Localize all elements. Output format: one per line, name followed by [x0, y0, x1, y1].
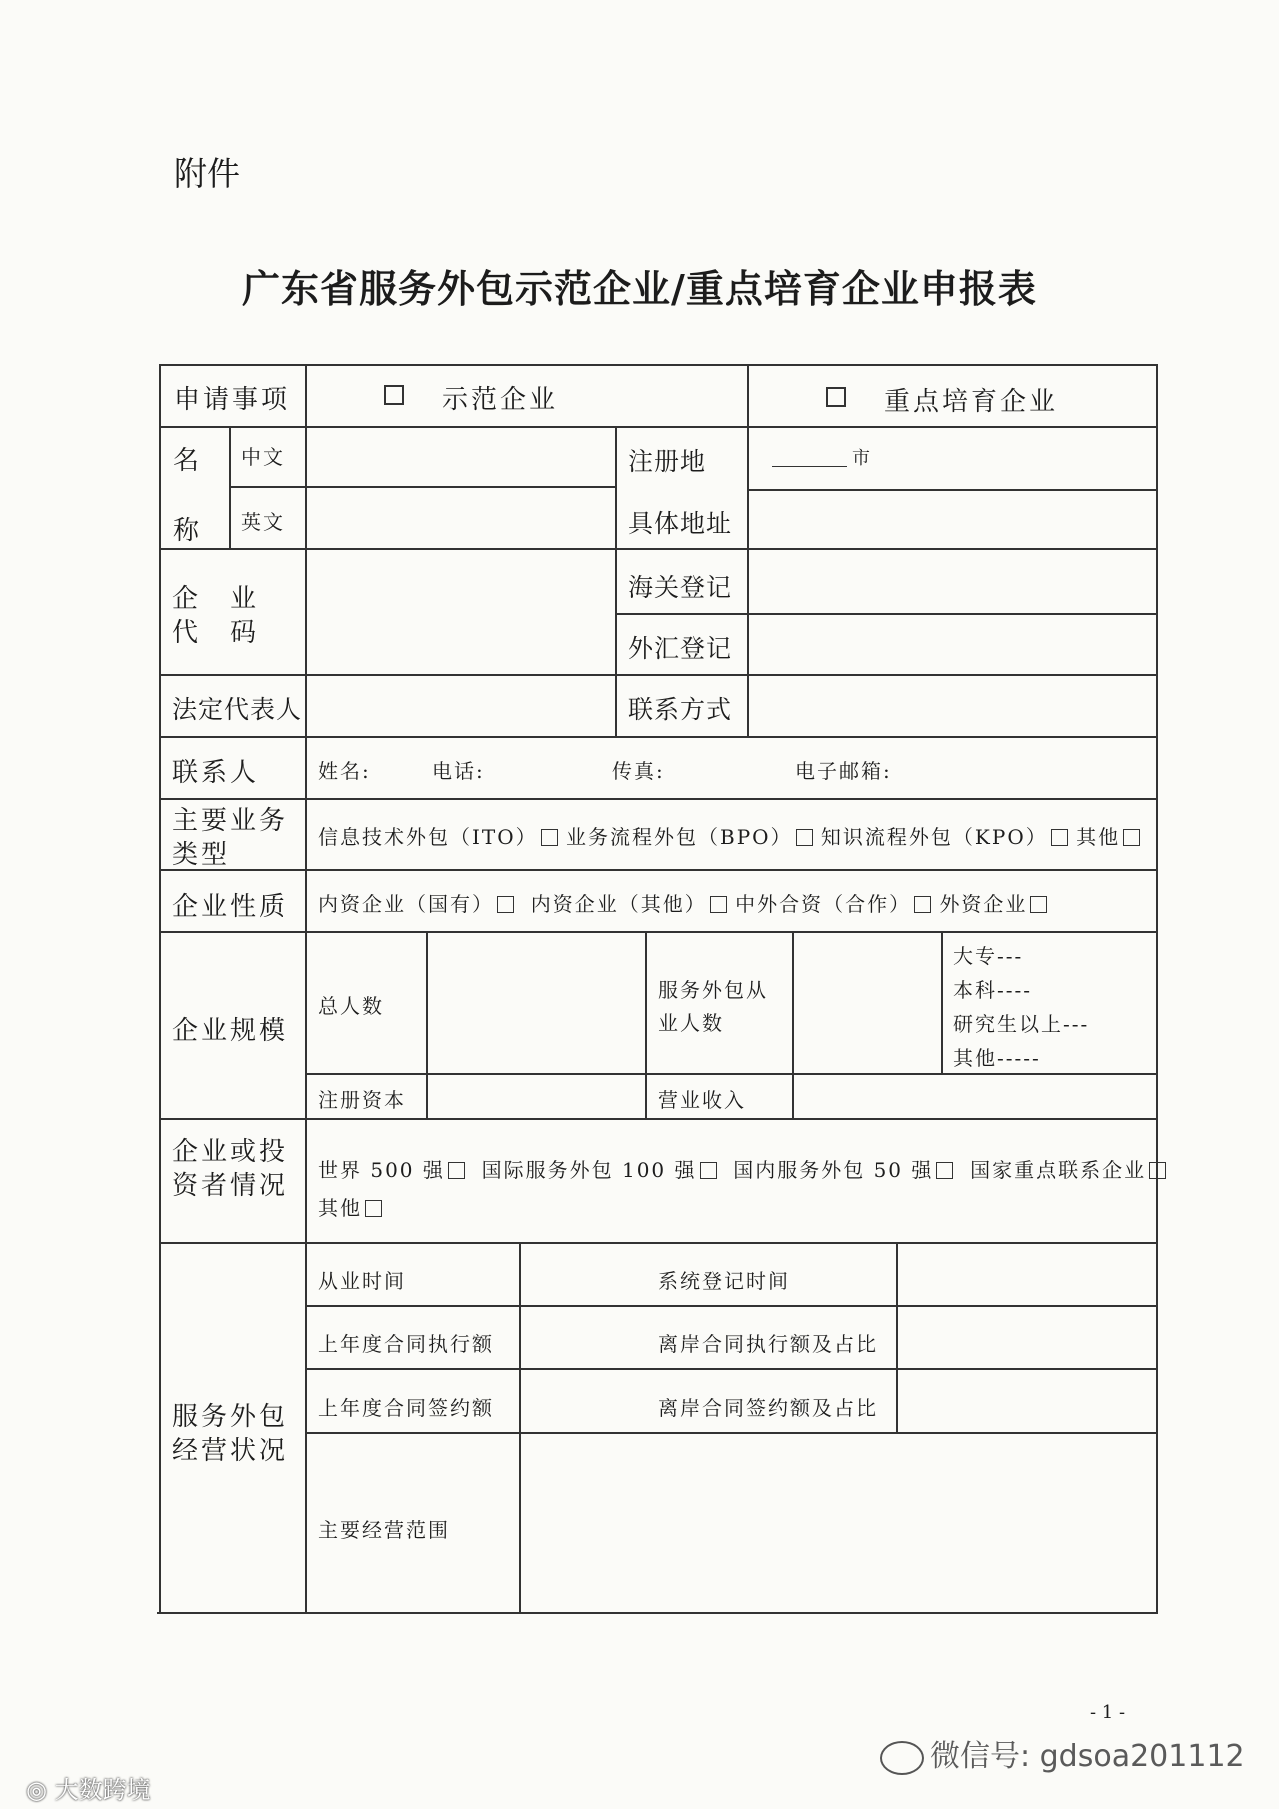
- nature-jv-checkbox[interactable]: [914, 896, 931, 913]
- attachment-label: 附件: [174, 154, 240, 193]
- ito-checkbox[interactable]: [541, 829, 558, 846]
- exec-amount-label: 上年度合同执行额: [318, 1332, 494, 1356]
- code-label-line1: 企 业: [172, 584, 260, 614]
- kpo-checkbox[interactable]: [1051, 829, 1068, 846]
- so-staff-label-2: 业人数: [658, 1011, 724, 1035]
- nature-jv-label: 中外合资（合作）: [735, 892, 912, 916]
- business-type-options: [318, 821, 1140, 850]
- contact-name-label: 姓名:: [318, 759, 371, 783]
- edu-other-label: 其他-----: [953, 1046, 1041, 1070]
- customs-label: 海关登记: [628, 573, 733, 602]
- nature-label: 企业性质: [172, 892, 289, 922]
- edu-graduate-label: 研究生以上---: [953, 1012, 1090, 1036]
- top500-checkbox[interactable]: [448, 1162, 465, 1179]
- brand-name: 大数跨境: [54, 1776, 151, 1804]
- investor-other-label: 其他: [318, 1196, 362, 1220]
- bpo-label: 业务流程外包（BPO）: [566, 825, 793, 849]
- business-type-label-2: 类型: [172, 840, 231, 870]
- nature-foreign-label: 外资企业: [939, 892, 1028, 916]
- nature-options: [318, 888, 1047, 917]
- name-zh-label: 中文: [241, 445, 285, 469]
- total-staff-label: 总人数: [318, 994, 384, 1018]
- scale-label: 企业规模: [172, 1016, 289, 1046]
- name-zh-input[interactable]: [307, 428, 613, 484]
- investor-options-line2: [318, 1192, 382, 1221]
- name-en-label: 英文: [241, 510, 285, 534]
- wechat-icon: [880, 1741, 924, 1775]
- edu-bachelor-label: 本科----: [953, 978, 1033, 1002]
- code-label-line2: 代 码: [172, 618, 260, 648]
- ops-label-2: 经营状况: [172, 1436, 289, 1466]
- brand-watermark: [26, 1770, 151, 1805]
- ito-label: 信息技术外包（ITO）: [318, 825, 538, 849]
- investor-other-checkbox[interactable]: [365, 1200, 382, 1217]
- brand-logo-icon: ◎: [26, 1776, 47, 1804]
- form-title: 广东省服务外包示范企业/重点培育企业申报表: [242, 266, 1037, 311]
- top500-label: 世界 500 强: [318, 1158, 445, 1182]
- wechat-watermark: [880, 1731, 1245, 1775]
- name-en-input[interactable]: [307, 490, 613, 546]
- nature-state-label: 内资企业（国有）: [318, 892, 494, 916]
- key-contact-label: 国家重点联系企业: [970, 1158, 1147, 1182]
- intl100-checkbox[interactable]: [700, 1162, 717, 1179]
- demo-enterprise-checkbox[interactable]: [384, 385, 404, 405]
- offshore-sign-label: 离岸合同签约额及占比: [658, 1396, 878, 1420]
- name-label-bottom: 称: [173, 516, 203, 546]
- edu-college-label: 大专---: [953, 944, 1024, 968]
- intl100-label: 国际服务外包 100 强: [481, 1158, 697, 1182]
- nature-state-checkbox[interactable]: [497, 896, 514, 913]
- name-label-top: 名: [173, 446, 203, 476]
- contact-fax-label: 传真:: [612, 759, 665, 783]
- demo-enterprise-label: 示范企业: [442, 385, 559, 415]
- contact-email-label: 电子邮箱:: [795, 759, 892, 783]
- reg-place-input[interactable]: [772, 466, 847, 467]
- sign-amount-label: 上年度合同签约额: [318, 1396, 494, 1420]
- contact-method-label: 联系方式: [628, 695, 733, 724]
- reg-place-label: 注册地: [628, 447, 707, 476]
- nature-domestic-label: 内资企业（其他）: [530, 892, 707, 916]
- capital-label: 注册资本: [318, 1088, 406, 1112]
- contact-phone-label: 电话:: [432, 759, 485, 783]
- revenue-label: 营业收入: [658, 1088, 746, 1112]
- key-cultivation-label: 重点培育企业: [884, 387, 1059, 417]
- contact-person-label: 联系人: [172, 758, 260, 788]
- ops-label-1: 服务外包: [172, 1402, 289, 1432]
- nature-foreign-checkbox[interactable]: [1030, 896, 1047, 913]
- investor-options-line1: [318, 1154, 1166, 1183]
- bpo-checkbox[interactable]: [796, 829, 813, 846]
- key-cultivation-checkbox[interactable]: [826, 387, 846, 407]
- years-label: 从业时间: [318, 1269, 406, 1293]
- page-number: - 1 -: [1090, 1702, 1126, 1723]
- wechat-id: 微信号: gdsoa201112: [930, 1739, 1245, 1774]
- other-type-label: 其他: [1076, 825, 1121, 849]
- scope-label: 主要经营范围: [318, 1518, 450, 1542]
- forex-label: 外汇登记: [628, 634, 733, 663]
- sys-time-label: 系统登记时间: [658, 1269, 790, 1293]
- nature-domestic-checkbox[interactable]: [710, 896, 727, 913]
- investor-label-2: 资者情况: [172, 1171, 289, 1201]
- other-type-checkbox[interactable]: [1123, 829, 1140, 846]
- investor-label-1: 企业或投: [172, 1137, 289, 1167]
- so-staff-label-1: 服务外包从: [658, 978, 768, 1002]
- business-type-label-1: 主要业务: [172, 806, 289, 836]
- reg-place-suffix: 市: [852, 448, 872, 469]
- offshore-exec-label: 离岸合同执行额及占比: [658, 1332, 878, 1356]
- dom50-label: 国内服务外包 50 强: [733, 1158, 934, 1182]
- key-contact-checkbox[interactable]: [1149, 1162, 1166, 1179]
- apply-item-label: 申请事项: [174, 385, 291, 415]
- dom50-checkbox[interactable]: [936, 1162, 953, 1179]
- address-label: 具体地址: [628, 509, 733, 538]
- legal-rep-label: 法定代表人: [172, 695, 303, 724]
- kpo-label: 知识流程外包（KPO）: [820, 825, 1048, 849]
